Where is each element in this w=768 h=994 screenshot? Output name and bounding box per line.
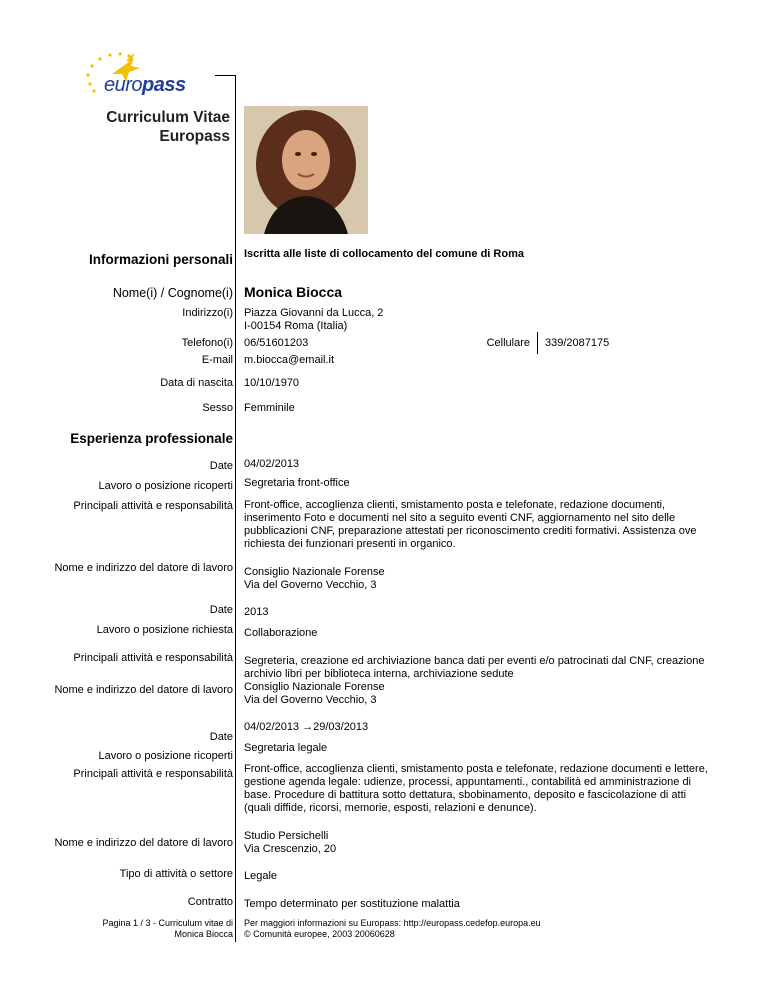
job1-date-label: Date — [209, 460, 233, 472]
europass-logo — [82, 48, 202, 100]
job3-sector-label: Tipo di attività o settore — [119, 868, 233, 880]
sex-label: Sesso — [202, 402, 233, 414]
birth-label: Data di nascita — [160, 377, 233, 389]
job1-date-value: 04/02/2013 — [244, 458, 300, 470]
job1-position-label: Lavoro o posizione ricoperti — [98, 480, 233, 492]
job1-employer-line2: Via del Governo Vecchio, 3 — [244, 579, 377, 591]
email-value[interactable]: m.biocca@email.it — [244, 354, 335, 366]
job2-position-label: Lavoro o posizione richiesta — [96, 624, 233, 636]
job3-employer-label: Nome e indirizzo del datore di lavoro — [54, 837, 233, 849]
job3-date-label: Date — [209, 731, 233, 743]
job2-date-label: Date — [209, 604, 233, 616]
footer-page-info: Pagina 1 / 3 - Curriculum vitae di — [102, 918, 233, 928]
address-line2: I-00154 Roma (Italia) — [244, 320, 348, 332]
job1-position-value: Segretaria front-office — [244, 477, 350, 489]
header-corner-line — [215, 75, 235, 76]
job2-employer-line2: Via del Governo Vecchio, 3 — [244, 694, 377, 706]
job2-position-value: Collaborazione — [244, 627, 318, 639]
email-label: E-mail — [201, 354, 233, 366]
job1-employer-value — [244, 566, 385, 592]
job3-contract-value: Tempo determinato per sostituzione malattia — [244, 898, 460, 910]
job1-duties-label: Principali attività e responsabilità — [73, 500, 233, 512]
job3-employer-value — [244, 830, 336, 856]
footer-name: Monica Biocca — [174, 929, 233, 939]
profile-photo — [244, 106, 368, 234]
name-label: Nome(i) / Cognome(i) — [112, 286, 233, 300]
address-line1: Piazza Giovanni da Lucca, 2 — [244, 307, 384, 319]
name-value: Monica Biocca — [244, 284, 343, 300]
job2-date-value: 2013 — [244, 606, 269, 618]
footer-left — [102, 918, 233, 940]
job3-position-label: Lavoro o posizione ricoperti — [98, 750, 233, 762]
cv-title-line2: Europass — [159, 128, 230, 145]
job1-duties-value: Front-office, accoglienza clienti, smistamento posta e telefonate, redazione documenti, inserimento Foto e documenti nel sito a seguito eventi CNF, aggiornamento nel sito delle pubblicazioni CNF, preparazione attestati per riconoscimento crediti formativi. Assistenza ove richiesta dei funzionari presenti in organico. — [244, 499, 697, 550]
logo-text-euro: euro — [104, 74, 143, 96]
phone-label: Telefono(i) — [181, 337, 233, 349]
job3-employer-line1: Studio Persichelli — [244, 830, 329, 842]
birth-value: 10/10/1970 — [244, 377, 300, 389]
job2-duties-value: Segreteria, creazione ed archiviazione banca dati per eventi e/o patrocinati dal CNF, creazione archivio libri per biblioteca interna, archiviazione sedute — [244, 655, 705, 680]
job2-employer-value — [244, 681, 385, 707]
vertical-divider — [235, 75, 236, 942]
job1-employer-label: Nome e indirizzo del datore di lavoro — [54, 562, 233, 574]
logo-text-pass: pass — [142, 74, 186, 96]
job3-duties-value: Front-office, accoglienza clienti, smistamento posta e telefonate, redazione documenti e lettere, gestione agenda legale: udienze, processi, appuntamenti., contabilità ed amministrazione di base. Procedure di battitura sotto dettatura, sbobinamento, deposito e fascicolazione di atti (quali diffide, ricorsi, memorie, esposti, relazioni e denunce). — [244, 763, 708, 814]
phone-value: 06/51601203 — [244, 337, 309, 349]
section-personal-title: Informazioni personali — [88, 252, 233, 267]
section-experience-title: Esperienza professionale — [70, 431, 233, 446]
footer-right — [244, 918, 541, 940]
job2-employer-label: Nome e indirizzo del datore di lavoro — [54, 684, 233, 696]
cv-title-line1: Curriculum Vitae — [106, 109, 230, 126]
address-label: Indirizzo(i) — [182, 307, 233, 319]
footer-europass-link[interactable]: Per maggiori informazioni su Europass: http://europass.cedefop.europa.eu — [244, 918, 541, 928]
mobile-divider — [537, 332, 538, 354]
job3-position-value: Segretaria legale — [244, 742, 328, 754]
mobile-label: Cellulare — [486, 337, 530, 349]
address-value — [244, 307, 383, 333]
job3-duties-label: Principali attività e responsabilità — [73, 768, 233, 780]
job3-sector-value: Legale — [244, 870, 278, 882]
cv-title — [106, 108, 230, 146]
footer-copyright: © Comunità europee, 2003 20060628 — [244, 929, 395, 939]
job3-date-value: 04/02/2013 →29/03/2013 — [244, 721, 369, 733]
job2-employer-line1: Consiglio Nazionale Forense — [244, 681, 385, 693]
job1-employer-line1: Consiglio Nazionale Forense — [244, 566, 385, 578]
job3-employer-line2: Via Crescenzio, 20 — [244, 843, 337, 855]
job2-duties-label: Principali attività e responsabilità — [73, 652, 233, 664]
job3-contract-label: Contratto — [187, 896, 233, 908]
personal-note: Iscritta alle liste di collocamento del comune di Roma — [244, 248, 524, 260]
sex-value: Femminile — [244, 402, 295, 414]
mobile-value: 339/2087175 — [545, 337, 610, 349]
